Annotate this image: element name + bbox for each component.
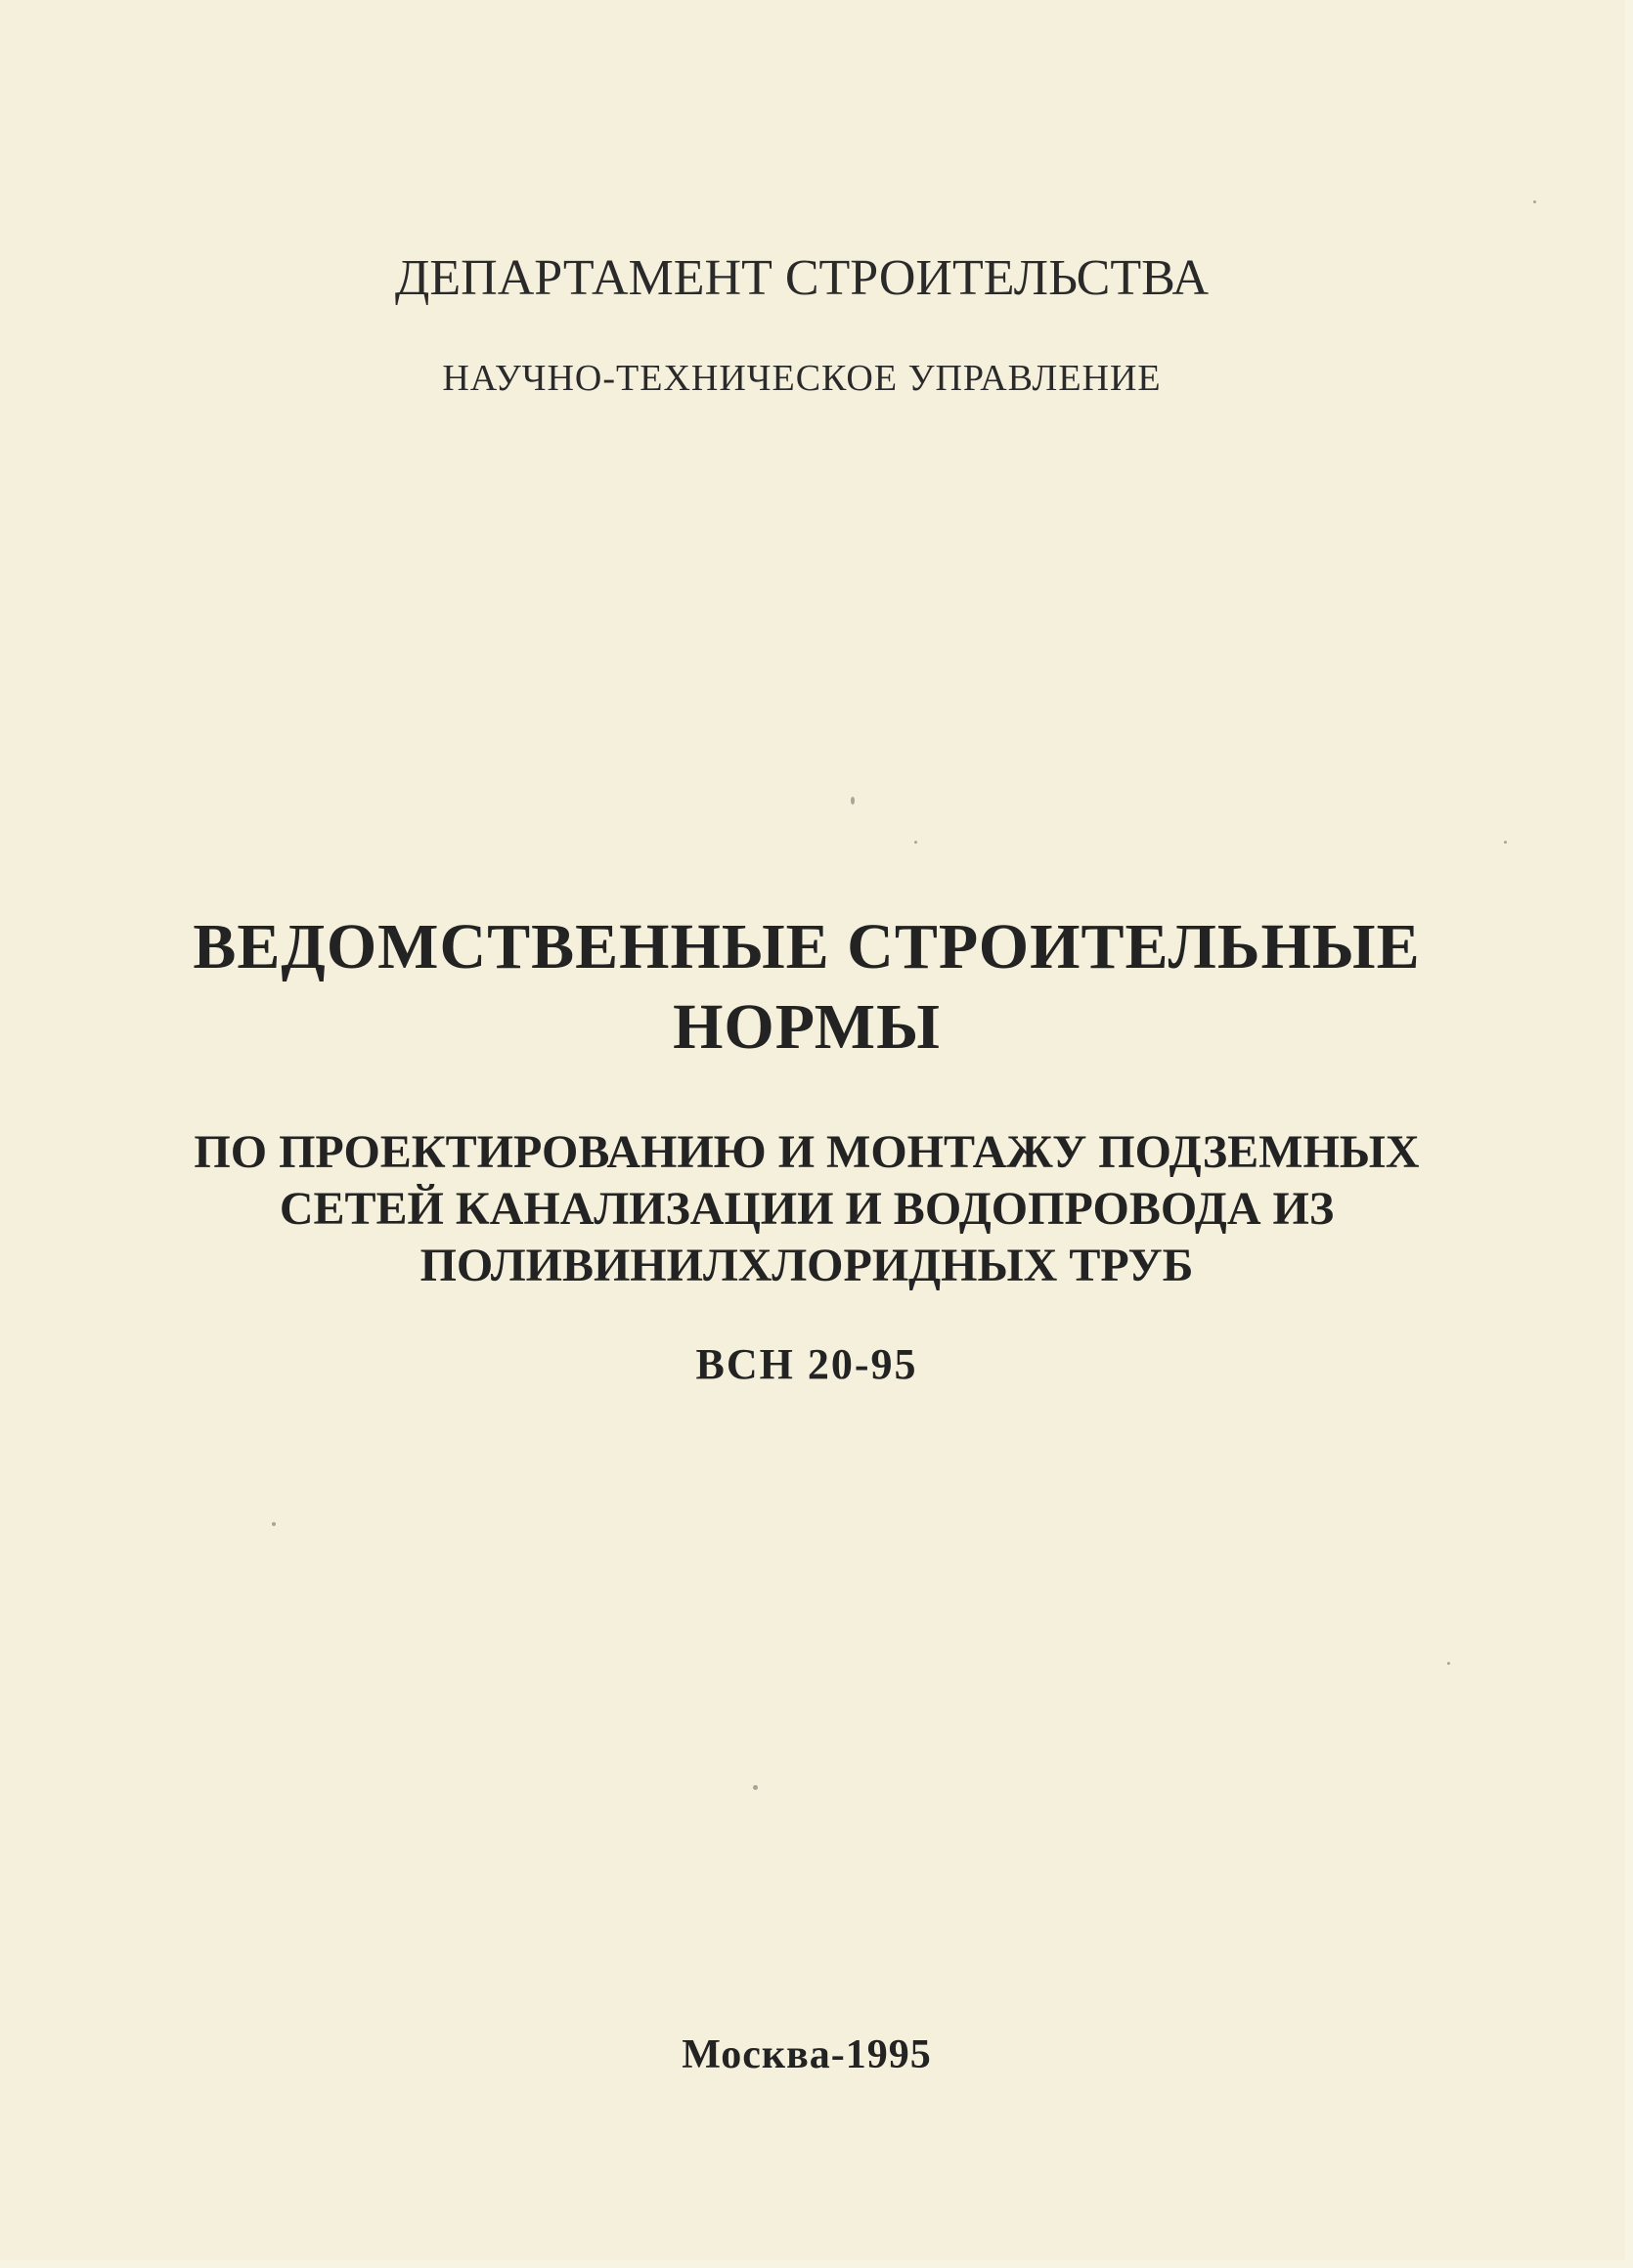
directorate-heading: НАУЧНО-ТЕХНИЧЕСКОЕ УПРАВЛЕНИЕ [442,358,1162,399]
document-title [0,907,1613,1068]
page-edge-right [1625,0,1633,2268]
scan-speck [1504,841,1507,844]
title-line: НОРМЫ [673,991,941,1063]
publication-place-year: Москва-1995 [682,2032,932,2077]
subtitle-line: СЕТЕЙ КАНАЛИЗАЦИИ И ВОДОПРОВОДА ИЗ [279,1183,1335,1235]
subtitle-line: ПО ПРОЕКТИРОВАНИЮ И МОНТАЖУ ПОДЗЕМНЫХ [194,1126,1420,1178]
scan-speck [914,841,917,844]
document-code: ВСН 20-95 [695,1340,918,1388]
title-line: ВЕДОМСТВЕННЫЕ СТРОИТЕЛЬНЫЕ [193,911,1421,982]
page-edge-bottom [0,2260,1633,2268]
scan-speck [1447,1662,1450,1665]
scan-speck [851,797,855,805]
scan-speck [272,1522,276,1526]
subtitle-line: ПОЛИВИНИЛХЛОРИДНЫХ ТРУБ [419,1240,1194,1291]
department-heading: ДЕПАРТАМЕНТ СТРОИТЕЛЬСТВА [394,250,1210,306]
document-subtitle [0,1124,1613,1294]
scan-speck [1533,200,1536,203]
scan-speck [753,1785,758,1790]
